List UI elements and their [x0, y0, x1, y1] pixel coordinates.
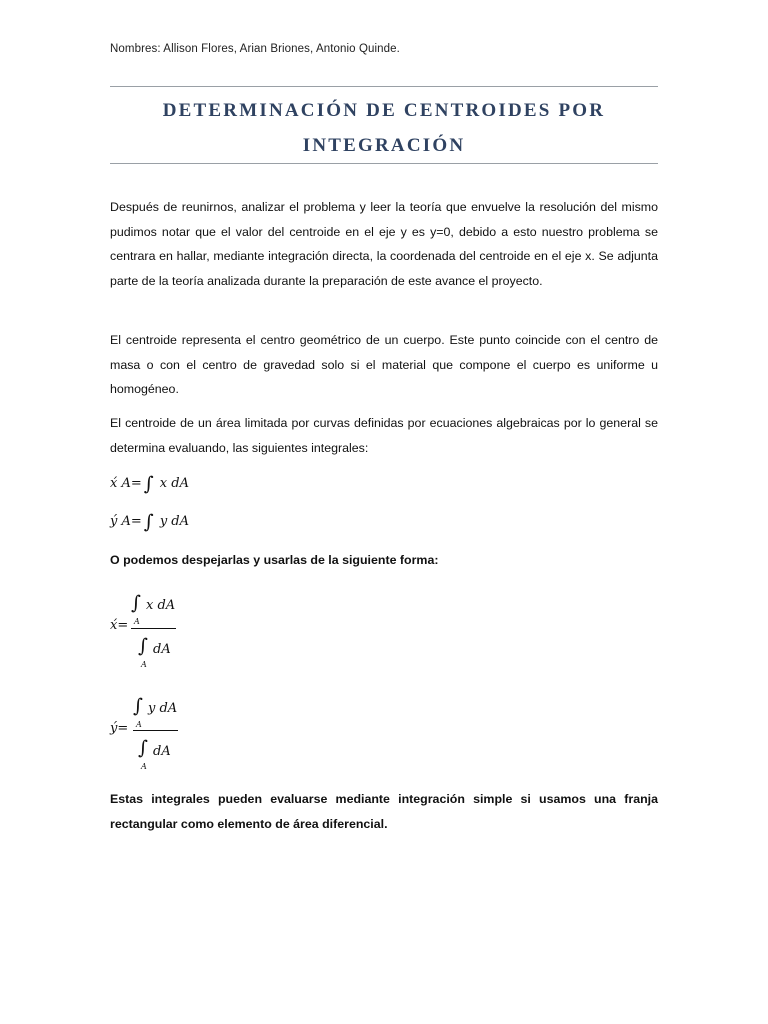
equation-x-moment	[110, 473, 189, 495]
paragraph-centroid-definition: El centroide representa el centro geométrico de un cuerpo. Este punto coincide con el centro de masa o con el centro de gravedad solo si el material que compone el cuerpo es uniforme u homogéneo.	[110, 333, 658, 397]
fraction-x-numerator: x dA	[146, 598, 176, 613]
integral-symbol: ∫	[138, 737, 148, 759]
fraction-x-lhs: x́=	[110, 618, 129, 633]
integral-symbol: ∫	[138, 635, 148, 657]
paragraph-integrals-intro: El centroide de un área limitada por curvas definidas por ecuaciones algebraicas por lo general se determina evaluando, las siguientes integrales:	[110, 416, 658, 455]
title-bottom-rule	[110, 163, 658, 164]
title-line-2: INTEGRACIÓN	[302, 135, 466, 156]
fraction-bar	[133, 730, 178, 731]
title-line-1: DETERMINACIÓN DE CENTROIDES POR	[162, 100, 606, 121]
fraction-y-lhs: ý=	[110, 721, 129, 736]
equation-x-centroid-fraction	[110, 590, 190, 670]
equation-y-centroid-fraction	[110, 693, 190, 773]
integral-symbol: ∫	[143, 511, 154, 533]
fraction-x-denominator: dA	[153, 642, 171, 657]
integral-symbol: ∫	[143, 473, 154, 495]
fraction-y-denominator: dA	[153, 744, 171, 759]
integral-subscript: A	[141, 660, 147, 669]
fraction-y-numerator: y dA	[148, 701, 178, 716]
authors-line: Nombres: Allison Flores, Arian Briones, Antonio Quinde.	[110, 43, 400, 55]
equation-x-lhs: x́ A=	[110, 476, 142, 491]
title-top-rule	[110, 86, 658, 87]
paragraph-intro: Después de reunirnos, analizar el problema y leer la teoría que envuelve la resolución del mismo pudimos notar que el valor del centroide en el eje y es y=0, debido a esto nuestro problema se centrara en hallar, mediante integración directa, la coordenada del centroide en el eje x. Se adjunta parte de la teoría analizada durante la preparación de este avance el proyecto.	[110, 200, 658, 288]
integral-symbol: ∫	[133, 695, 143, 717]
integral-subscript: A	[136, 720, 142, 729]
equation-y-rhs: y dA	[159, 514, 189, 529]
document-title	[110, 93, 658, 163]
equation-y-lhs: ý A=	[110, 514, 142, 529]
equation-y-moment	[110, 511, 189, 533]
equation-x-rhs: x dA	[159, 476, 189, 491]
integral-subscript: A	[134, 617, 140, 626]
paragraph-conclusion: Estas integrales pueden evaluarse mediante integración simple si usamos una franja rectangular como elemento de área diferencial.	[110, 792, 658, 831]
fraction-bar	[131, 628, 176, 629]
integral-symbol: ∫	[131, 592, 141, 614]
document-page	[110, 0, 658, 1024]
integral-subscript: A	[141, 762, 147, 771]
paragraph-rearrange: O podemos despejarlas y usarlas de la siguiente forma:	[110, 553, 439, 567]
